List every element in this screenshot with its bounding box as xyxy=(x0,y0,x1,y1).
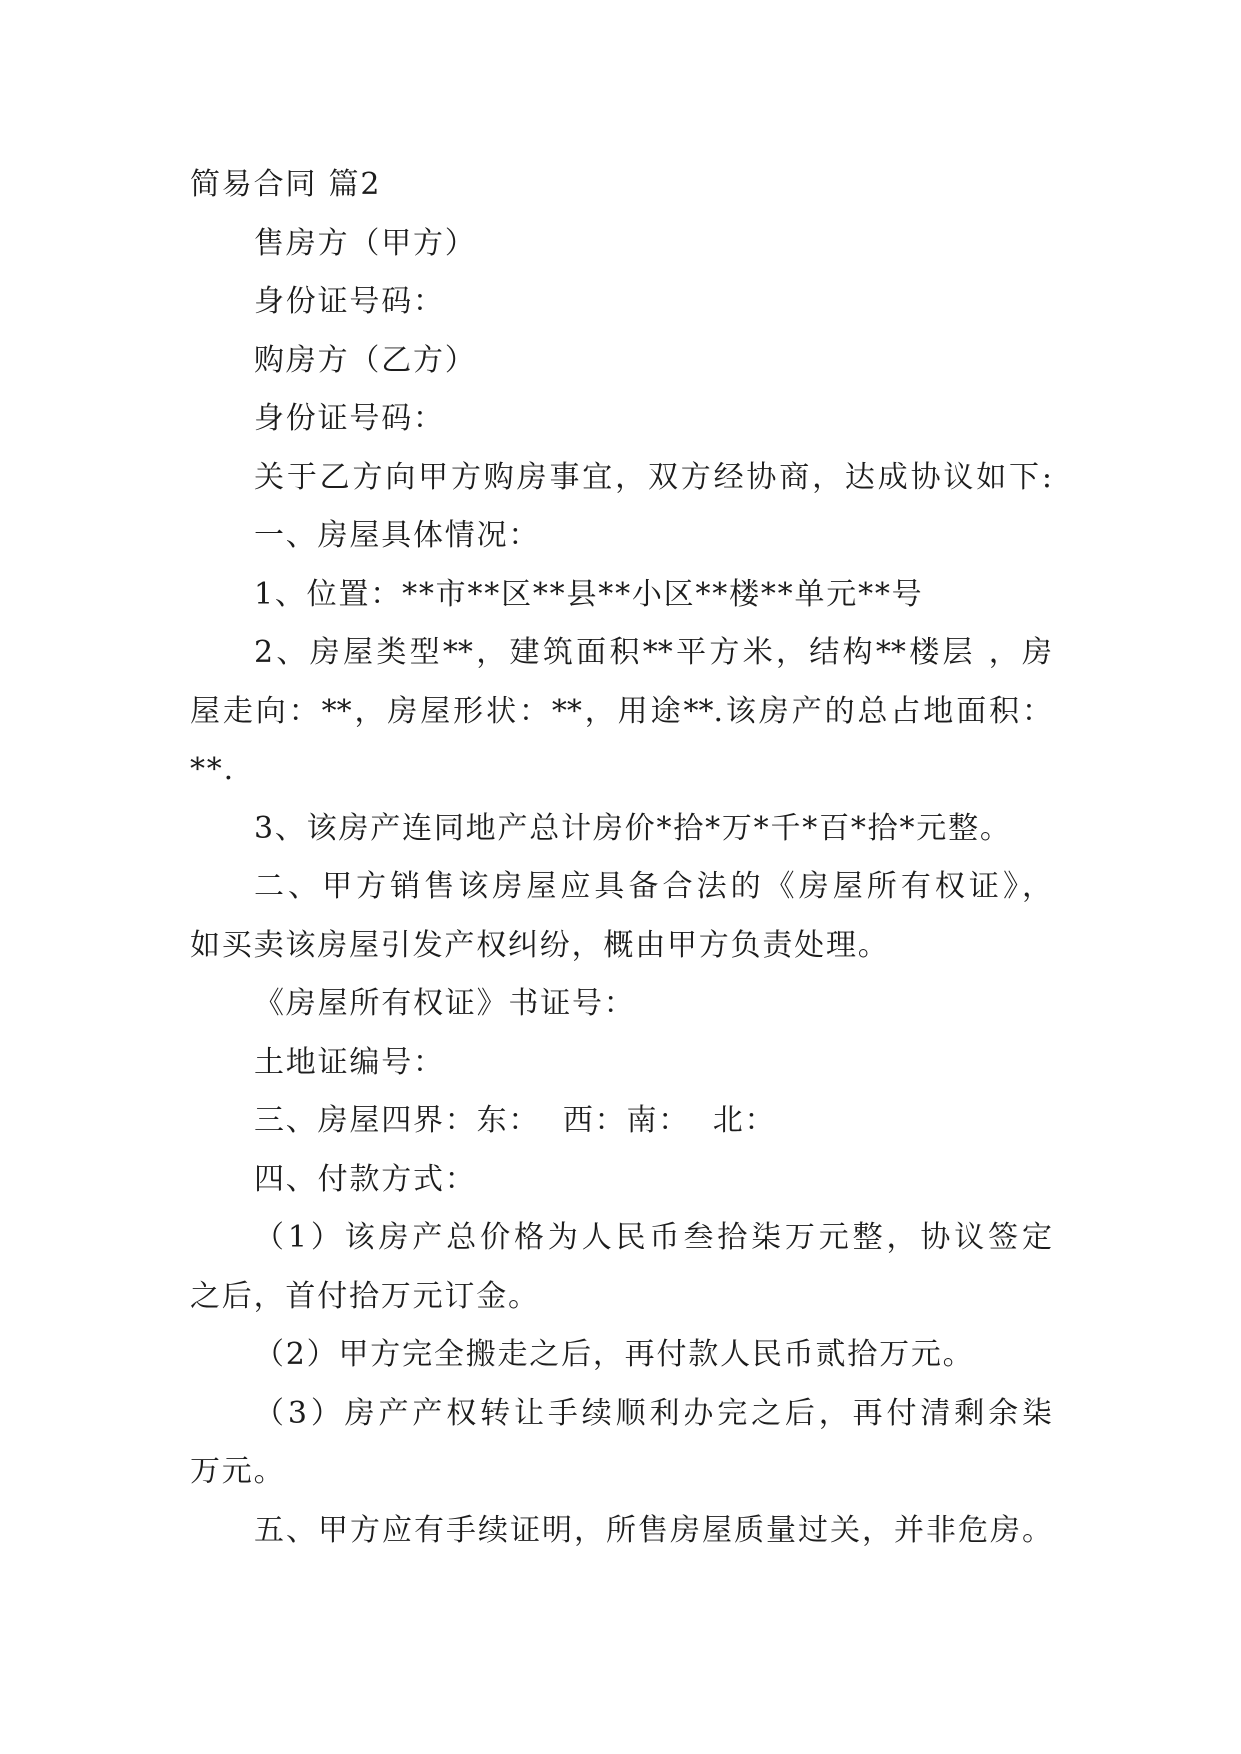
paragraph-line: 1、位置：**市**区**县**小区**楼**单元**号 xyxy=(254,576,924,612)
payment-term-3 xyxy=(190,1385,1052,1502)
section-3-boundaries xyxy=(190,1092,1052,1151)
document-title: 简易合同 篇2 xyxy=(190,167,382,202)
paragraph-line: 三、房屋四界：东： 西：南： 北： xyxy=(254,1103,777,1138)
price-clause xyxy=(190,800,1052,859)
paragraph-line: 《房屋所有权证》书证号： xyxy=(254,986,636,1021)
paragraph-line: 购房方（乙方） xyxy=(254,342,477,378)
paragraph-line: 售房方（甲方） xyxy=(254,225,477,261)
paragraph-line: 3、该房产连同地产总计房价*拾*万*千*百*拾*元整。 xyxy=(254,810,1012,846)
paragraph-line: 身份证号码： xyxy=(254,284,445,319)
location-clause xyxy=(190,566,1052,625)
section-4-heading xyxy=(190,1151,1052,1210)
paragraph-line: 二、甲方销售该房屋应具备合法的《房屋所有权证》， xyxy=(254,869,1052,904)
paragraph-line: 如买卖该房屋引发产权纠纷，概由甲方负责处理。 xyxy=(190,927,890,963)
paragraph-line: 2、房屋类型**，建筑面积**平方米，结构**楼层 ，房 xyxy=(254,635,1052,670)
paragraph-line: **. xyxy=(190,752,235,787)
paragraph-line: 五、甲方应有手续证明，所售房屋质量过关，并非危房。 xyxy=(254,1512,1052,1548)
seller-id-line xyxy=(190,273,1052,332)
paragraph-line: 身份证号码： xyxy=(254,401,445,436)
paragraph-line: 一、房屋具体情况： xyxy=(254,518,541,553)
house-type-clause xyxy=(190,624,1052,800)
paragraph-line: 四、付款方式： xyxy=(254,1161,477,1197)
document-body xyxy=(190,156,1052,1560)
paragraph-line: （2）甲方完全搬走之后，再付款人民币贰拾万元。 xyxy=(254,1337,975,1372)
buyer-id-line xyxy=(190,390,1052,449)
paragraph-line: 关于乙方向甲方购房事宜，双方经协商，达成协议如下: xyxy=(254,459,1052,495)
section-2-clause xyxy=(190,858,1052,975)
paragraph-line: 万元。 xyxy=(190,1454,286,1489)
paragraph-line: （1）该房产总价格为人民币叁拾柒万元整，协议签定 xyxy=(254,1220,1052,1255)
land-cert-number xyxy=(190,1034,1052,1093)
section-5-clause xyxy=(190,1502,1052,1561)
payment-term-1 xyxy=(190,1209,1052,1326)
payment-term-2 xyxy=(190,1326,1052,1385)
agreement-intro xyxy=(190,449,1052,508)
paragraph-line: 之后，首付拾万元订金。 xyxy=(190,1278,540,1314)
paragraph-line: （3）房产产权转让手续顺利办完之后，再付清剩余柒 xyxy=(254,1395,1052,1431)
section-1-heading xyxy=(190,507,1052,566)
property-cert-number xyxy=(190,975,1052,1034)
paragraph-line: 屋走向：**，房屋形状：**，用途**.该房产的总占地面积： xyxy=(190,693,1052,729)
paragraph-line: 土地证编号： xyxy=(254,1044,445,1080)
buyer-line xyxy=(190,332,1052,391)
seller-line xyxy=(190,215,1052,274)
